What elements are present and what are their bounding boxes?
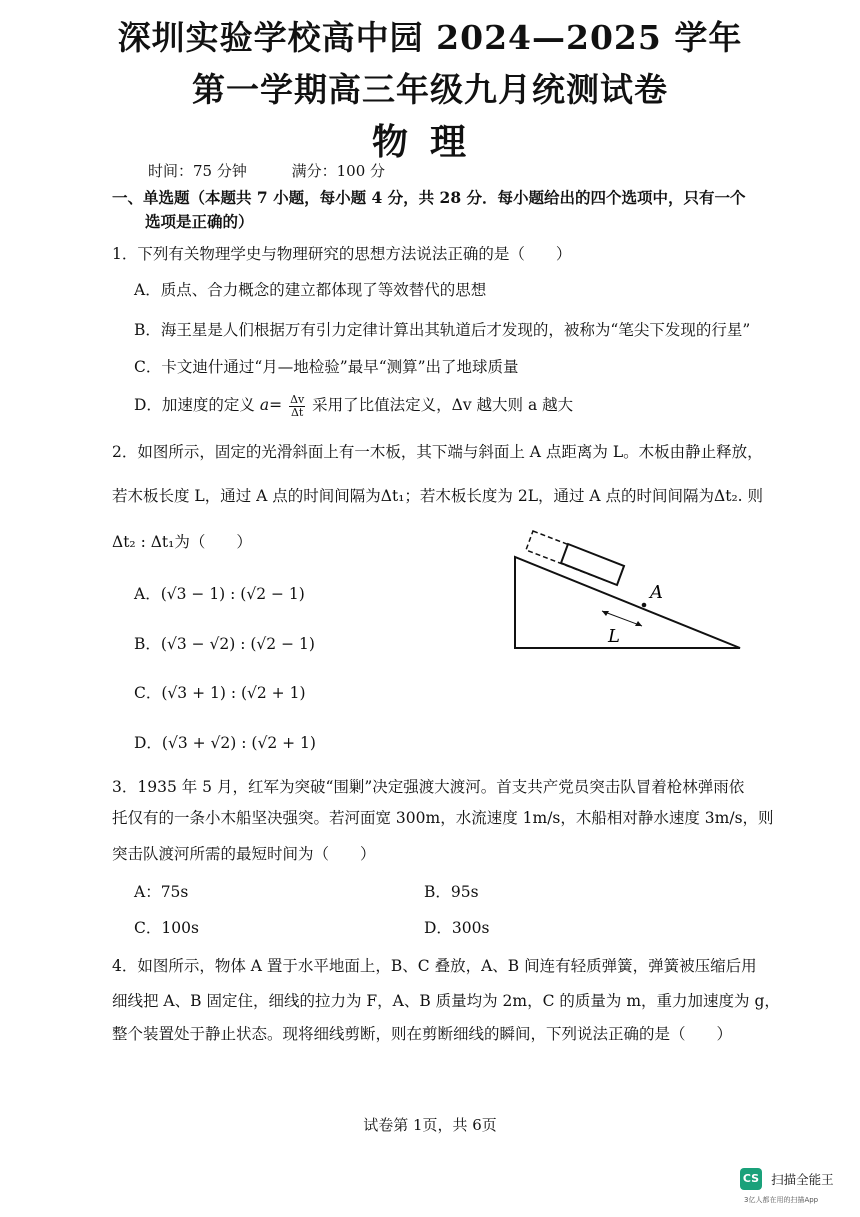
q2-stem-line1: 2．如图所示，固定的光滑斜面上有一木板，其下端与斜面上 A 点距离为 L。木板由静止释放， <box>112 443 763 461</box>
fraction-denominator: Δt <box>290 405 304 419</box>
q1-option-d <box>134 393 573 419</box>
point-a-marker <box>642 603 647 608</box>
q2-option-d: D．(√3 + √2) : (√2 + 1) <box>134 734 316 752</box>
q1-option-b: B．海王星是人们根据万有引力定律计算出其轨道后才发现的，被称为“笔尖下发现的行星” <box>134 321 751 339</box>
fraction-numerator: Δv <box>290 392 305 406</box>
point-a-label: A <box>650 582 663 603</box>
section-heading: 一、单选题（本题共 7 小题，每小题 4 分，共 28 分．每小题给出的四个选项中，只有一个 <box>112 188 746 207</box>
q1-option-d-prefix: D．加速度的定义 <box>134 396 255 414</box>
q2-stem-line2: 若木板长度 L，通过 A 点的时间间隔为Δt₁；若木板长度为 2L，通过 A 点的时间间隔为Δt₂. 则 <box>112 487 764 505</box>
q1-option-c: C．卡文迪什通过“月—地检验”最早“测算”出了地球质量 <box>134 358 519 376</box>
q1-option-d-suffix: 采用了比值法定义，Δv 越大则 a 越大 <box>312 396 574 414</box>
camscanner-logo-icon: CS <box>740 1168 762 1190</box>
incline-triangle <box>515 557 740 648</box>
q3-option-b: B．95s <box>424 883 479 901</box>
exam-score: 满分：100 分 <box>291 162 386 180</box>
q4-stem-line1: 4．如图所示，物体 A 置于水平地面上，B、C 叠放，A、B 间连有轻质弹簧，弹簧被压缩后用 <box>112 957 757 975</box>
q1-option-d-symbol: a <box>259 396 270 414</box>
exam-meta <box>148 160 385 181</box>
q2-option-a: A．(√3 − 1) : (√2 − 1) <box>134 585 305 603</box>
q1-stem: 1．下列有关物理学史与物理研究的思想方法说法正确的是（ ） <box>112 245 572 263</box>
q3-option-a: A：75s <box>134 883 189 901</box>
incline-diagram <box>500 520 750 660</box>
q3-stem-line1: 3．1935 年 5 月，红军为突破“围剿”决定强渡大渡河。首支共产党员突击队冒着枪林弹雨依 <box>112 778 745 796</box>
page-footer: 试卷第 1页，共 6页 <box>363 1116 497 1134</box>
section-heading-cont: 选项是正确的） <box>145 212 254 231</box>
q1-option-d-fraction <box>289 394 305 419</box>
q4-stem-line2: 细线把 A、B 固定住，细线的拉力为 F，A、B 质量均为 2m，C 的质量为 m，重力加速度为 g， <box>112 992 780 1010</box>
q3-option-d: D．300s <box>424 919 490 937</box>
q2-option-b: B．(√3 − √2) : (√2 − 1) <box>134 635 315 653</box>
q1-option-d-equals: = <box>269 396 283 414</box>
exam-title-line1: 深圳实验学校高中园 2024—2025 学年 <box>117 18 743 57</box>
scanner-app-name: 扫描全能王 <box>771 1172 834 1187</box>
q2-option-c: C．(√3 + 1) : (√2 + 1) <box>134 684 306 702</box>
q4-stem-line3: 整个装置处于静止状态。现将细线剪断，则在剪断细线的瞬间，下列说法正确的是（ ） <box>112 1025 733 1043</box>
q2-stem-line3: Δt₂ : Δt₁为（ ） <box>112 533 252 551</box>
scanner-watermark <box>740 1168 834 1190</box>
exam-time: 时间：75 分钟 <box>148 162 247 180</box>
q3-stem-line3: 突击队渡河所需的最短时间为（ ） <box>112 845 376 863</box>
scanner-tagline: 3亿人都在用的扫描App <box>744 1196 819 1204</box>
length-arrow-line <box>602 611 642 626</box>
q1-option-a: A．质点、合力概念的建立都体现了等效替代的思想 <box>134 281 487 299</box>
exam-title-line2: 第一学期高三年级九月统测试卷 <box>192 70 668 109</box>
q3-option-c: C．100s <box>134 919 199 937</box>
length-label: L <box>608 626 620 647</box>
q3-stem-line2: 托仅有的一条小木船坚决强突。若河面宽 300m，水流速度 1m/s，木船相对静水速度 3m/s，则 <box>112 809 774 827</box>
subject-title: 物理 <box>371 121 488 163</box>
